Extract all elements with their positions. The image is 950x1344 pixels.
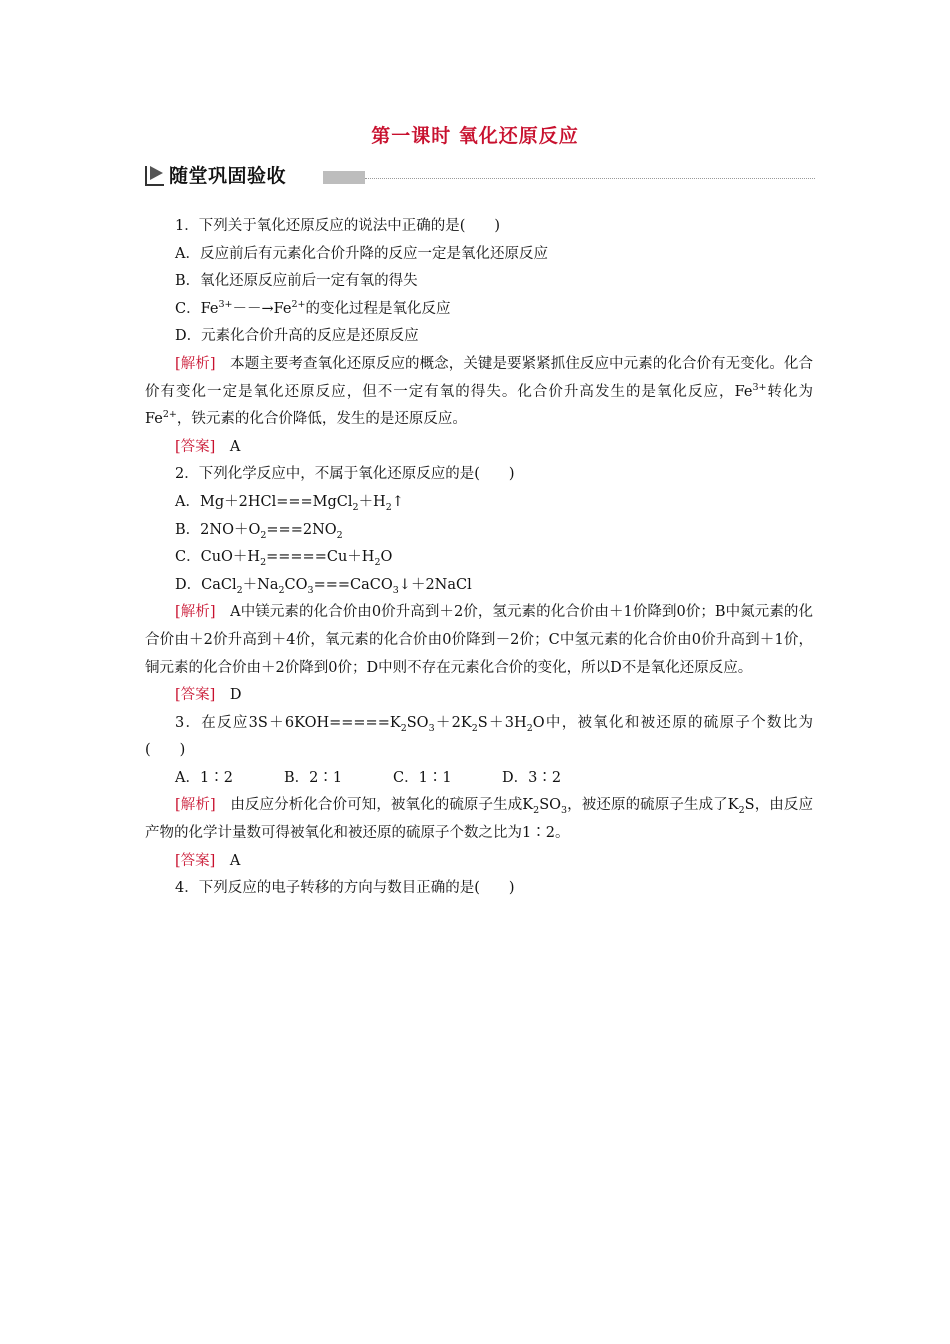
- question-content: [145, 213, 813, 903]
- text: ＋H: [358, 493, 386, 510]
- answer-value: D: [215, 687, 242, 704]
- subscript: 2: [374, 557, 381, 569]
- text: A．Mg＋2HCl===MgCl: [175, 493, 353, 510]
- superscript: 3+: [218, 298, 233, 310]
- text: SO: [539, 797, 562, 814]
- q3-option-c: C．1∶1: [393, 769, 452, 786]
- q2-analysis: [145, 599, 813, 682]
- q4-stem: 4．下列反应的电子转移的方向与数目正确的是( ): [175, 880, 515, 897]
- q3-answer: [145, 848, 813, 876]
- subscript: 2: [471, 722, 478, 734]
- subscript: 2: [236, 584, 243, 596]
- q2-stem: 2．下列化学反应中，不属于氧化还原反应的是( ): [175, 466, 515, 483]
- subscript: 2: [336, 529, 343, 541]
- text: ===2NO: [266, 521, 337, 538]
- subscript: 2: [260, 529, 267, 541]
- analysis-tag: [解析]: [175, 797, 216, 814]
- subscript: 2: [738, 805, 745, 817]
- text: ===CaCO: [313, 576, 393, 593]
- q1-stem: 1．下列关于氧化还原反应的说法中正确的是( ): [175, 218, 501, 234]
- answer-tag: [答案]: [175, 687, 216, 704]
- text: D．CaCl: [175, 576, 237, 593]
- text: 转化为Fe: [145, 383, 813, 428]
- q1-answer: [145, 434, 813, 462]
- q2-option-a: [145, 489, 813, 517]
- text: C．CuO＋H: [175, 549, 261, 566]
- text: 3．在反应3S＋6KOH=====K: [175, 714, 401, 731]
- section-decoration: [323, 171, 365, 184]
- text: O: [380, 549, 393, 566]
- text: ＋Na: [242, 576, 279, 593]
- superscript: 3+: [752, 381, 767, 393]
- q1-option-d: D．元素化合价升高的反应是还原反应: [175, 328, 419, 345]
- q3-option-a: A．1∶2: [175, 769, 233, 786]
- text: A中镁元素的化合价由0价升高到＋2价，氢元素的化合价由＋1价降到0价；B中氮元素的化合价由＋2价升高到＋4价，氧元素的化合价由0价降到－2价；C中氢元素的化合价由0价升高到＋1价，铜元素的化合价由＋2价降到0价；D中则不存在元素化合价的变化，所以D不是氧化还原反应。: [145, 604, 813, 676]
- arrow-bracket-icon: [143, 163, 167, 187]
- text: ↓＋2NaCl: [398, 576, 472, 593]
- text: ，被还原的硫原子生成了K: [567, 797, 739, 814]
- answer-value: A: [215, 852, 241, 869]
- text: －－→Fe: [232, 300, 292, 317]
- section-rule: [365, 178, 815, 179]
- text: O中，被氧化和被还原的硫原子个数比为( ): [145, 714, 814, 759]
- q3-option-b: B．2∶1: [284, 769, 343, 786]
- text: ↑: [391, 493, 404, 510]
- q3-analysis: [145, 792, 813, 847]
- q1-analysis: [145, 351, 813, 434]
- text: 本题主要考查氧化还原反应的概念，关键是要紧紧抓住反应中元素的化合价有无变化。化合价有变化一定是氧化还原反应，但不一定有氧的得失。化合价升高发生的是氧化反应，Fe: [145, 355, 813, 400]
- q3-stem: [145, 710, 813, 765]
- q3-options: [145, 765, 813, 793]
- subscript: 3: [392, 584, 399, 596]
- text: CO: [284, 576, 308, 593]
- q1-option-b: B．氧化还原反应前后一定有氧的得失: [175, 273, 418, 290]
- q2-option-c: [145, 544, 813, 572]
- q2-option-d: [145, 572, 813, 600]
- text: S＋3H: [477, 714, 527, 731]
- subscript: 2: [400, 722, 407, 734]
- text: ＋2K: [434, 714, 472, 731]
- subscript: 2: [260, 557, 267, 569]
- text: 由反应分析化合价可知，被氧化的硫原子生成K: [215, 797, 534, 814]
- page-title: 第一课时 氧化还原反应: [371, 125, 579, 147]
- text: S，由反应产物的化学计量数可得被氧化和被还原的硫原子个数之比为1∶2。: [145, 797, 813, 842]
- subscript: 2: [278, 584, 285, 596]
- q3-option-d: D．3∶2: [502, 769, 562, 786]
- subscript: 2: [352, 501, 359, 513]
- section-header: [143, 160, 815, 190]
- subscript: 3: [561, 805, 568, 817]
- subscript: 2: [533, 805, 540, 817]
- text: 的变化过程是氧化反应: [305, 300, 451, 317]
- q1-option-c: [145, 296, 813, 324]
- q1-option-a: A．反应前后有元素化合价升降的反应一定是氧化还原反应: [175, 245, 548, 262]
- answer-value: A: [215, 438, 241, 455]
- text: C．Fe: [175, 300, 219, 317]
- text: =====Cu＋H: [266, 549, 375, 566]
- answer-tag: [答案]: [175, 852, 216, 869]
- text: ，铁元素的化合价降低，发生的是还原反应。: [176, 411, 467, 428]
- subscript: 2: [526, 722, 533, 734]
- superscript: 2+: [162, 409, 177, 421]
- analysis-tag: [解析]: [175, 604, 216, 621]
- q2-option-b: [145, 517, 813, 545]
- analysis-tag: [解析]: [175, 355, 216, 372]
- subscript: 2: [385, 501, 392, 513]
- subscript: 3: [307, 584, 314, 596]
- text: B．2NO＋O: [175, 521, 261, 538]
- answer-tag: [答案]: [175, 438, 216, 455]
- q2-answer: [145, 682, 813, 710]
- text: SO: [406, 714, 429, 731]
- subscript: 3: [428, 722, 435, 734]
- section-title: 随堂巩固验收: [169, 165, 287, 187]
- superscript: 2+: [291, 298, 306, 310]
